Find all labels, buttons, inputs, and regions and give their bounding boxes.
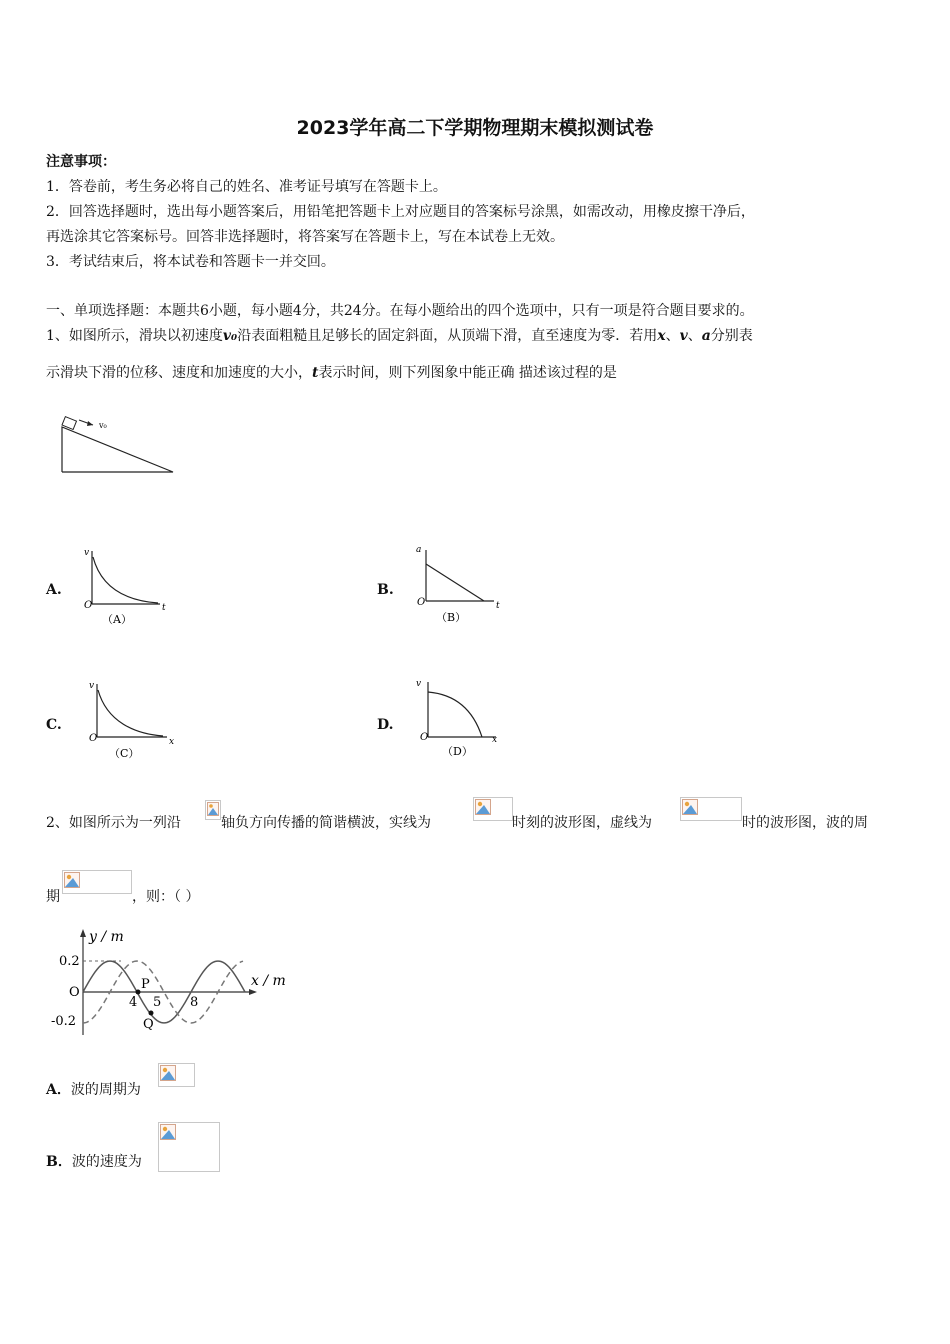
wave-x-arrow (249, 989, 257, 995)
y-axis-label: v (89, 681, 95, 691)
incline-v0-label: v₀ (99, 421, 107, 430)
page-title: 2023学年高二下学期物理期末模拟测试卷 (296, 117, 654, 139)
wave-p-label: P (141, 977, 150, 992)
velocity-arrowhead (87, 421, 93, 426)
wave-point-q (149, 1011, 154, 1016)
wave-tick-4: 4 (129, 995, 138, 1010)
q1-line2 (46, 363, 617, 383)
line-decreasing (426, 564, 484, 601)
q2-text-2: 轴负方向传播的简谐横波，实线为 (221, 815, 431, 831)
broken-image-icon (475, 799, 491, 815)
wave-tick-8: 8 (190, 995, 199, 1010)
q1-option-b-label[interactable]: B. (377, 582, 394, 598)
broken-image-icon (207, 802, 219, 816)
origin-label: O (89, 733, 98, 744)
incline-triangle (62, 427, 173, 472)
q1-var-a: a (701, 328, 711, 344)
q1-text: 沿表面粗糙且足够长的固定斜面，从顶端下滑，直至速度为零．若用 (237, 328, 658, 344)
x-axis-label: x (169, 737, 175, 747)
notice-item: 3．考试结束后，将本试卷和答题卡一并交回。 (46, 254, 335, 270)
broken-image (158, 1122, 220, 1172)
broken-image (205, 800, 221, 820)
q2-option-a-label: A． (46, 1082, 71, 1098)
curve-concave (428, 692, 482, 737)
graph-caption: （C） (109, 747, 140, 760)
origin-label: O (84, 600, 93, 611)
broken-image (473, 797, 513, 821)
y-axis-label: v (416, 679, 422, 689)
x-axis-label: t (162, 603, 166, 613)
q1-option-c-label[interactable]: C. (46, 717, 62, 733)
broken-image (62, 870, 132, 894)
wave-y-top: 0.2 (59, 954, 80, 969)
section-heading: 一、单项选择题：本题共6小题，每小题4分，共24分。在每小题给出的四个选项中，只有一项是符合题目要求的。 (46, 303, 754, 319)
q2-option-b[interactable] (46, 1152, 142, 1172)
notice-item: 2．回答选择题时，选出每小题答案后，用铅笔把答题卡上对应题目的答案标号涂黑，如需改动，用橡皮擦干净后， (46, 204, 755, 220)
x-axis-label: x (492, 735, 498, 745)
q1-text: 1、如图所示，滑块以初速度 (46, 328, 223, 344)
broken-image (680, 797, 742, 821)
curve-decay (93, 557, 158, 603)
q1-var-v: v (679, 328, 688, 344)
notice-heading: 注意事项： (46, 154, 116, 170)
curve-decay (98, 690, 163, 736)
broken-image-icon (160, 1065, 176, 1081)
q1-var-x: x (657, 328, 666, 344)
q2-option-a[interactable] (46, 1080, 141, 1100)
q2-option-b-label: B． (46, 1154, 72, 1170)
q1-option-b-graph[interactable] (412, 540, 512, 628)
wave-y-bottom: -0.2 (51, 1014, 77, 1029)
q1-sep: 、 (665, 328, 680, 344)
q2-text-1: 2、如图所示为一列沿 (46, 815, 181, 831)
wave-y-arrow (80, 929, 86, 937)
wave-origin: O (69, 985, 80, 1000)
q1-text: 分别表 (710, 328, 753, 344)
wave-point-p (136, 990, 141, 995)
q2-option-a-text: 波的周期为 (70, 1082, 141, 1098)
q1-text: 表示时间，则下列图象中能正确 描述该过程的是 (318, 365, 617, 381)
q1-line1 (46, 326, 753, 346)
wave-graph (45, 925, 295, 1040)
broken-image (158, 1063, 195, 1087)
graph-caption: （B） (436, 611, 467, 624)
q2-text-5: 期 (46, 889, 60, 905)
q1-option-d-graph[interactable] (412, 674, 512, 764)
q1-option-a-label[interactable]: A. (46, 582, 62, 598)
q2-text-4: 时的波形图，波的周 (742, 815, 868, 831)
q2-option-b-text: 波的速度为 (71, 1154, 142, 1170)
wave-q-label: Q (143, 1017, 154, 1032)
q1-option-d-label[interactable]: D. (377, 717, 394, 733)
notice-item: 1．答卷前，考生务必将自己的姓名、准考证号填写在答题卡上。 (46, 179, 447, 195)
broken-image-icon (64, 872, 80, 888)
graph-caption: （D） (442, 745, 473, 758)
wave-x-label: x / m (251, 973, 286, 989)
graph-caption: （A） (102, 613, 132, 626)
broken-image-icon (160, 1124, 176, 1140)
x-axis-label: t (496, 601, 500, 611)
q1-option-a-graph[interactable] (80, 543, 180, 628)
q1-option-c-graph[interactable] (85, 676, 185, 764)
wave-y-label: y / m (89, 929, 124, 945)
y-axis-label: a (416, 545, 422, 555)
incline-figure (55, 410, 180, 480)
notice-item: 再选涂其它答案标号。回答非选择题时，将答案写在答题卡上，写在本试卷上无效。 (46, 229, 564, 245)
broken-image-icon (682, 799, 698, 815)
wave-tick-5: 5 (153, 995, 162, 1010)
q1-text: 示滑块下滑的位移、速度和加速度的大小， (46, 365, 312, 381)
q1-v0: v₀ (222, 328, 238, 344)
origin-label: O (420, 732, 429, 743)
q1-var-t: t (312, 365, 319, 381)
y-axis-label: v (84, 548, 90, 558)
origin-label: O (417, 597, 426, 608)
q2-text-6: ，则：（ ） (132, 889, 200, 905)
q1-sep: 、 (687, 328, 702, 344)
q2-text-3: 时刻的波形图，虚线为 (512, 815, 652, 831)
